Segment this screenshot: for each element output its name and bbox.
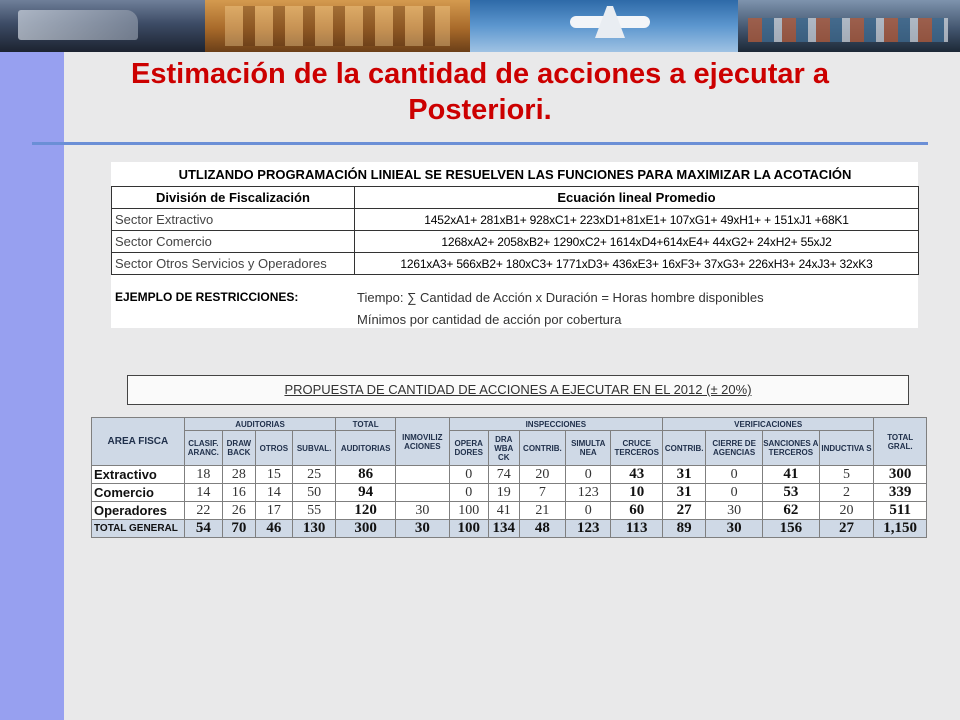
equation-row [112, 253, 919, 275]
table-cell: 25 [292, 466, 335, 484]
table-cell: 22 [184, 502, 222, 520]
row-label: Operadores [92, 502, 185, 520]
table-cell: 20 [819, 502, 874, 520]
table-cell: 46 [255, 520, 292, 538]
table-cell: 5 [819, 466, 874, 484]
sector-equation: 1261xA3+ 566xB2+ 180xC3+ 1771xD3+ 436xE3+ 16xF3+ 37xG3+ 226xH3+ 24xJ3+ 32xK3 [355, 253, 919, 275]
table-cell: 10 [611, 484, 663, 502]
table-cell: 123 [566, 520, 611, 538]
table-cell: 94 [336, 484, 396, 502]
table-cell: 7 [519, 484, 565, 502]
table-cell: 1,150 [874, 520, 927, 538]
table-cell: 48 [519, 520, 565, 538]
total-row [92, 520, 927, 538]
table-cell: 0 [706, 466, 763, 484]
table-cell [396, 466, 450, 484]
table-cell: 300 [336, 520, 396, 538]
total-gral-header: TOTAL GRAL. [874, 418, 927, 466]
subheader: CRUCE TERCEROS [611, 431, 663, 466]
total-header: TOTAL [336, 418, 396, 431]
table-cell: 2 [819, 484, 874, 502]
airplane-image [470, 0, 738, 52]
table-cell: 120 [336, 502, 396, 520]
restrictions-label: EJEMPLO DE RESTRICCIONES: [115, 290, 299, 304]
header-banner [0, 0, 960, 52]
equations-title: UTLIZANDO PROGRAMACIÓN LINIEAL SE RESUELVEN LAS FUNCIONES PARA MAXIMIZAR LA ACOTACIÓN [178, 166, 852, 182]
table-cell: 0 [449, 466, 488, 484]
subheader: OPERA DORES [449, 431, 488, 466]
table-cell: 54 [184, 520, 222, 538]
table-cell [396, 484, 450, 502]
subheader: CONTRIB. [663, 431, 706, 466]
table-cell: 43 [611, 466, 663, 484]
area-header: AREA FISCA [92, 418, 185, 466]
actions-table [91, 417, 927, 538]
subheader: CONTRIB. [519, 431, 565, 466]
table-cell: 0 [449, 484, 488, 502]
table-cell: 74 [488, 466, 519, 484]
table-cell: 17 [255, 502, 292, 520]
table-cell: 511 [874, 502, 927, 520]
row-label: Extractivo [92, 466, 185, 484]
subheader: DRA WBA CK [488, 431, 519, 466]
table-cell: 41 [488, 502, 519, 520]
table-cell: 123 [566, 484, 611, 502]
equation-header: Ecuación lineal Promedio [355, 187, 919, 209]
equation-row [112, 231, 919, 253]
table-cell: 86 [336, 466, 396, 484]
inspecciones-header: INSPECCIONES [449, 418, 662, 431]
subheader: SIMULTA NEA [566, 431, 611, 466]
title-divider [32, 142, 928, 145]
table-cell: 100 [449, 502, 488, 520]
table-cell: 14 [184, 484, 222, 502]
table-cell: 156 [762, 520, 819, 538]
table-cell: 18 [184, 466, 222, 484]
sector-equation: 1268xA2+ 2058xB2+ 1290xC2+ 1614xD4+614xE4+ 44xG2+ 24xH2+ 55xJ2 [355, 231, 919, 253]
table-cell: 28 [222, 466, 255, 484]
row-label: Comercio [92, 484, 185, 502]
table-cell: 41 [762, 466, 819, 484]
port-image [738, 0, 960, 52]
table-cell: 16 [222, 484, 255, 502]
table-row [92, 466, 927, 484]
table-cell: 30 [706, 520, 763, 538]
sector-name: Sector Comercio [112, 231, 355, 253]
truck-image [0, 0, 205, 52]
table-cell: 0 [706, 484, 763, 502]
table-cell: 0 [566, 466, 611, 484]
table-cell: 30 [396, 520, 450, 538]
slide-title: Estimación de la cantidad de acciones a ejecutar a Posteriori. [131, 58, 829, 126]
table-cell: 14 [255, 484, 292, 502]
sector-name: Sector Otros Servicios y Operadores [112, 253, 355, 275]
left-accent-bar [0, 52, 64, 720]
equations-panel [111, 162, 918, 328]
table-cell: 27 [663, 502, 706, 520]
verificaciones-header: VERIFICACIONES [663, 418, 874, 431]
table-cell: 30 [396, 502, 450, 520]
subheader: SUBVAL. [292, 431, 335, 466]
warehouse-image [205, 0, 470, 52]
table-cell: 300 [874, 466, 927, 484]
inmovilizaciones-header: INMOVILIZ ACIONES [396, 418, 450, 466]
subheader: INDUCTIVA S [819, 431, 874, 466]
equations-table [111, 162, 919, 275]
table-cell: 0 [566, 502, 611, 520]
table-cell: 19 [488, 484, 519, 502]
table-cell: 339 [874, 484, 927, 502]
table-cell: 134 [488, 520, 519, 538]
table-cell: 21 [519, 502, 565, 520]
sector-name: Sector Extractivo [112, 209, 355, 231]
subheader: SANCIONES A TERCEROS [762, 431, 819, 466]
proposal-title: PROPUESTA DE CANTIDAD DE ACCIONES A EJECUTAR EN EL 2012 (± 20%) [127, 375, 909, 405]
table-cell: 26 [222, 502, 255, 520]
auditorias-header: AUDITORIAS [184, 418, 335, 431]
table-cell: 62 [762, 502, 819, 520]
table-cell: 100 [449, 520, 488, 538]
table-row [92, 502, 927, 520]
table-cell: 20 [519, 466, 565, 484]
table-cell: 30 [706, 502, 763, 520]
equation-row [112, 209, 919, 231]
restriction-time: Tiempo: ∑ Cantidad de Acción x Duración = Horas hombre disponibles [357, 290, 764, 305]
subheader: OTROS [255, 431, 292, 466]
table-cell: 60 [611, 502, 663, 520]
table-cell: 50 [292, 484, 335, 502]
airplane-icon [570, 16, 650, 28]
row-label: TOTAL GENERAL [92, 520, 185, 538]
subheader: CLASIF. ARANC. [184, 431, 222, 466]
sector-equation: 1452xA1+ 281xB1+ 928xC1+ 223xD1+81xE1+ 107xG1+ 49xH1+ + 151xJ1 +68K1 [355, 209, 919, 231]
subheader: CIERRE DE AGENCIAS [706, 431, 763, 466]
actions-panel [91, 417, 927, 537]
restriction-minimums: Mínimos por cantidad de acción por cobertura [357, 312, 622, 327]
table-cell: 27 [819, 520, 874, 538]
table-cell: 31 [663, 466, 706, 484]
table-cell: 130 [292, 520, 335, 538]
table-cell: 55 [292, 502, 335, 520]
table-cell: 70 [222, 520, 255, 538]
table-cell: 53 [762, 484, 819, 502]
table-cell: 31 [663, 484, 706, 502]
table-cell: 15 [255, 466, 292, 484]
table-cell: 89 [663, 520, 706, 538]
subheader: AUDITORIAS [336, 431, 396, 466]
table-cell: 113 [611, 520, 663, 538]
division-header: División de Fiscalización [112, 187, 355, 209]
table-row [92, 484, 927, 502]
subheader: DRAW BACK [222, 431, 255, 466]
